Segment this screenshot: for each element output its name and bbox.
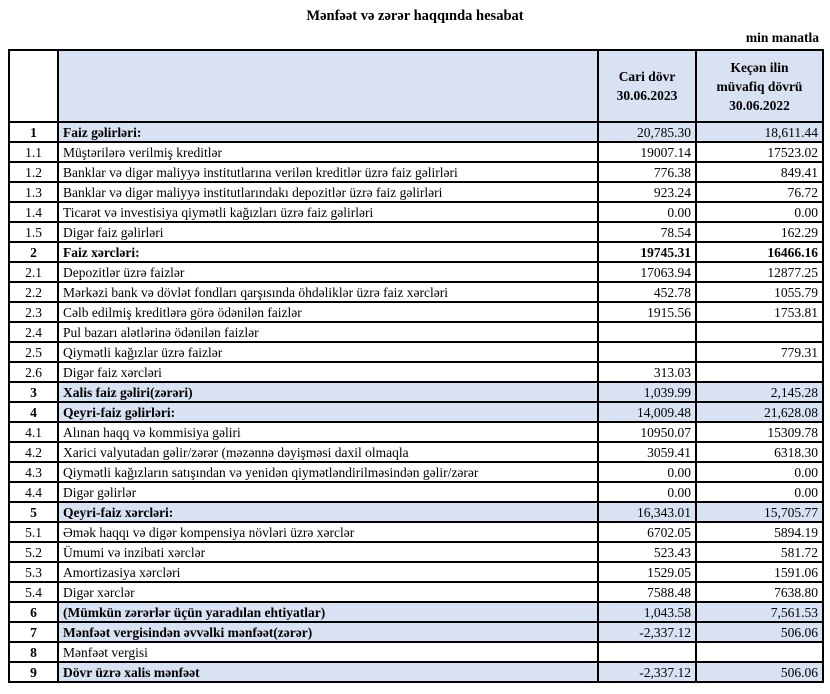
- table-row: [9, 602, 823, 622]
- value-current: 1529.05: [598, 562, 696, 582]
- value-previous: 18,611.44: [696, 122, 823, 142]
- row-number: 5: [9, 502, 58, 522]
- row-label: Faiz gəlirləri:: [58, 122, 598, 142]
- row-number: 5.3: [9, 562, 58, 582]
- row-number: 5.4: [9, 582, 58, 602]
- row-number: 1.2: [9, 162, 58, 182]
- row-number: 4.1: [9, 422, 58, 442]
- document-title: Mənfəət və zərər haqqında hesabat: [306, 8, 524, 24]
- row-number: 1: [9, 122, 58, 142]
- value-previous: 16466.16: [696, 242, 823, 262]
- row-label: Depozitlər üzrə faizlər: [58, 262, 598, 282]
- row-label: Qeyri-faiz xərcləri:: [58, 502, 598, 522]
- value-previous: 849.41: [696, 162, 823, 182]
- value-current: 523.43: [598, 542, 696, 562]
- row-label: Mənfəət vergisindən əvvəlki mənfəət(zərər): [58, 622, 598, 642]
- value-previous: 2,145.28: [696, 382, 823, 402]
- value-current: 923.24: [598, 182, 696, 202]
- value-previous: [696, 642, 823, 662]
- table-row: [9, 282, 823, 302]
- row-label: Banklar və digər maliyyə institutlarındakı depozitlər üzrə faiz gəlirləri: [58, 182, 598, 202]
- table-row: [9, 122, 823, 142]
- value-current: 14,009.48: [598, 402, 696, 422]
- table-header-row: [9, 50, 823, 122]
- value-previous: [696, 362, 823, 382]
- current-period-date: 30.06.2023: [616, 88, 678, 103]
- value-previous: 12877.25: [696, 262, 823, 282]
- value-previous: 15309.78: [696, 422, 823, 442]
- value-current: -2,337.12: [598, 662, 696, 682]
- table-row: [9, 462, 823, 482]
- row-number: 4: [9, 402, 58, 422]
- table-row: [9, 382, 823, 402]
- table-row: [9, 362, 823, 382]
- value-previous: 506.06: [696, 622, 823, 642]
- value-current: 0.00: [598, 482, 696, 502]
- row-number: 5.2: [9, 542, 58, 562]
- row-number: 1.5: [9, 222, 58, 242]
- value-current: [598, 322, 696, 342]
- previous-period-label-1: Keçən ilin: [730, 59, 789, 75]
- current-period-label: Cari dövr: [618, 69, 676, 84]
- table-row: [9, 162, 823, 182]
- table-row: [9, 662, 823, 682]
- row-number: 2: [9, 242, 58, 262]
- previous-period-label-2: müvafiq dövrü: [716, 78, 803, 94]
- row-label: Ümumi və inzibati xərclər: [58, 542, 598, 562]
- row-label: Digər faiz gəlirləri: [58, 222, 598, 242]
- value-previous: 7,561.53: [696, 602, 823, 622]
- row-label: Cəlb edilmiş kreditlərə görə ödənilən faizlər: [58, 302, 598, 322]
- row-number: 2.2: [9, 282, 58, 302]
- row-number: 1.1: [9, 142, 58, 162]
- value-previous: [696, 322, 823, 342]
- row-label: Ticarət və investisiya qiymətli kağızları üzrə faiz gəlirləri: [58, 202, 598, 222]
- value-previous: 5894.19: [696, 522, 823, 542]
- value-current: 3059.41: [598, 442, 696, 462]
- table-row: [9, 142, 823, 162]
- row-number: 7: [9, 622, 58, 642]
- report-table-body: [9, 122, 823, 682]
- table-row: [9, 522, 823, 542]
- value-current: 10950.07: [598, 422, 696, 442]
- row-label: Alınan haqq və kommisiya gəliri: [58, 422, 598, 442]
- row-number: 1.4: [9, 202, 58, 222]
- value-current: 0.00: [598, 462, 696, 482]
- unit-note: min manatla: [745, 30, 819, 45]
- row-number: 6: [9, 602, 58, 622]
- row-number: 4.3: [9, 462, 58, 482]
- value-current: 6702.05: [598, 522, 696, 542]
- row-label: Digər gəlirlər: [58, 482, 598, 502]
- value-previous: 581.72: [696, 542, 823, 562]
- value-previous: 21,628.08: [696, 402, 823, 422]
- row-label: Dövr üzrə xalis mənfəət: [58, 662, 598, 682]
- value-current: 16,343.01: [598, 502, 696, 522]
- value-previous: 162.29: [696, 222, 823, 242]
- value-previous: 76.72: [696, 182, 823, 202]
- row-number: 3: [9, 382, 58, 402]
- table-row: [9, 622, 823, 642]
- row-number: 9: [9, 662, 58, 682]
- value-current: 313.03: [598, 362, 696, 382]
- row-number: 2.6: [9, 362, 58, 382]
- value-current: 19007.14: [598, 142, 696, 162]
- row-number: 4.4: [9, 482, 58, 502]
- value-current: 1915.56: [598, 302, 696, 322]
- table-row: [9, 222, 823, 242]
- header-cell-current-period: [598, 50, 696, 122]
- table-row: [9, 542, 823, 562]
- value-previous: 6318.30: [696, 442, 823, 462]
- row-number: 2.5: [9, 342, 58, 362]
- table-row: [9, 262, 823, 282]
- value-current: -2,337.12: [598, 622, 696, 642]
- row-label: Banklar və digər maliyyə institutlarına verilən kreditlər üzrə faiz gəlirləri: [58, 162, 598, 182]
- value-previous: 0.00: [696, 462, 823, 482]
- row-label: Əmək haqqı və digər kompensiya növləri üzrə xərclər: [58, 522, 598, 542]
- table-row: [9, 322, 823, 342]
- table-row: [9, 342, 823, 362]
- value-current: 19745.31: [598, 242, 696, 262]
- table-row: [9, 582, 823, 602]
- value-current: 20,785.30: [598, 122, 696, 142]
- value-previous: 1055.79: [696, 282, 823, 302]
- value-previous: 506.06: [696, 662, 823, 682]
- value-current: 78.54: [598, 222, 696, 242]
- value-previous: 0.00: [696, 202, 823, 222]
- row-label: Qeyri-faiz gəlirləri:: [58, 402, 598, 422]
- value-previous: 779.31: [696, 342, 823, 362]
- value-current: 0.00: [598, 202, 696, 222]
- header-cell-previous-period: [696, 50, 823, 122]
- row-number: 1.3: [9, 182, 58, 202]
- table-row: [9, 642, 823, 662]
- value-current: 1,043.58: [598, 602, 696, 622]
- row-label: Müştərilərə verilmiş kreditlər: [58, 142, 598, 162]
- row-label: Digər faiz xərcləri: [58, 362, 598, 382]
- value-current: 17063.94: [598, 262, 696, 282]
- table-row: [9, 202, 823, 222]
- table-row: [9, 242, 823, 262]
- table-row: [9, 302, 823, 322]
- row-label: Faiz xərcləri:: [58, 242, 598, 262]
- table-row: [9, 402, 823, 422]
- value-previous: 0.00: [696, 482, 823, 502]
- row-label: Qiymətli kağızlar üzrə faizlər: [58, 342, 598, 362]
- row-label: Mənfəət vergisi: [58, 642, 598, 662]
- value-current: 776.38: [598, 162, 696, 182]
- value-current: 452.78: [598, 282, 696, 302]
- row-label: (Mümkün zərərlər üçün yaradılan ehtiyatlar): [58, 602, 598, 622]
- row-label: Digər xərclər: [58, 582, 598, 602]
- table-row: [9, 442, 823, 462]
- row-number: 2.3: [9, 302, 58, 322]
- header-cell-indicator: [58, 50, 598, 122]
- row-number: 8: [9, 642, 58, 662]
- value-previous: 7638.80: [696, 582, 823, 602]
- value-current: 1,039.99: [598, 382, 696, 402]
- row-number: 4.2: [9, 442, 58, 462]
- table-row: [9, 562, 823, 582]
- row-number: 5.1: [9, 522, 58, 542]
- row-number: 2.4: [9, 322, 58, 342]
- value-current: 7588.48: [598, 582, 696, 602]
- value-previous: 15,705.77: [696, 502, 823, 522]
- value-current: [598, 642, 696, 662]
- row-label: Qiymətli kağızların satışından və yenidən qiymətləndirilməsindən gəlir/zərər: [58, 462, 598, 482]
- table-row: [9, 482, 823, 502]
- row-label: Xalis faiz gəliri(zərəri): [58, 382, 598, 402]
- value-current: [598, 342, 696, 362]
- value-previous: 1753.81: [696, 302, 823, 322]
- table-row: [9, 502, 823, 522]
- value-previous: 17523.02: [696, 142, 823, 162]
- previous-period-date: 30.06.2022: [729, 97, 790, 113]
- row-label: Amortizasiya xərcləri: [58, 562, 598, 582]
- row-number: 2.1: [9, 262, 58, 282]
- table-row: [9, 182, 823, 202]
- value-previous: 1591.06: [696, 562, 823, 582]
- header-cell-row-number: [9, 50, 58, 122]
- row-label: Xarici valyutadan gəlir/zərər (məzənnə dəyişməsi daxil olmaqla: [58, 442, 598, 462]
- row-label: Mərkəzi bank və dövlət fondları qarşısında öhdəliklər üzrə faiz xərcləri: [58, 282, 598, 302]
- table-row: [9, 422, 823, 442]
- row-label: Pul bazarı alətlərinə ödənilən faizlər: [58, 322, 598, 342]
- profit-loss-table: [8, 49, 824, 683]
